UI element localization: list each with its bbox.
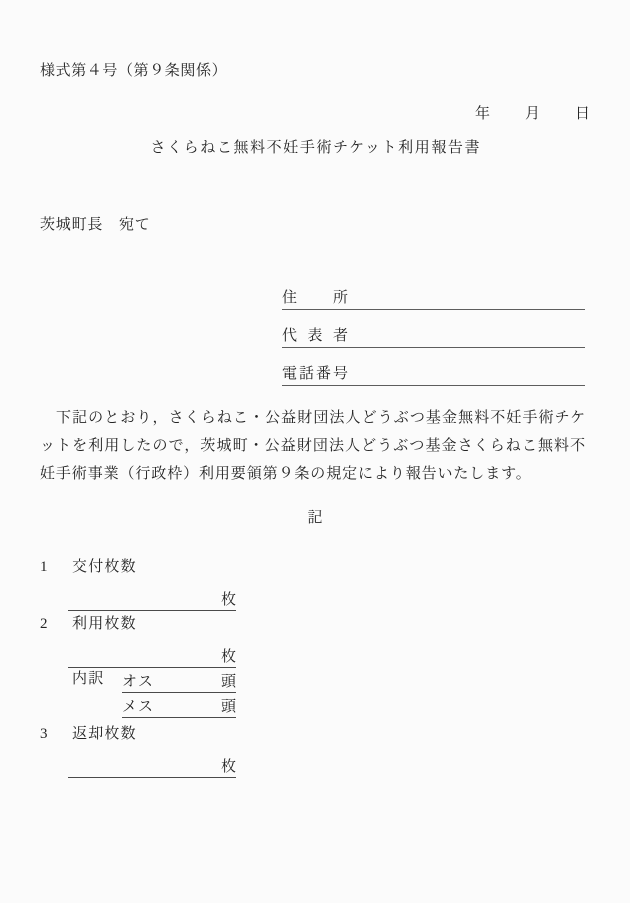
breakdown-label-male: オス <box>122 674 154 690</box>
used-tickets-blank[interactable] <box>68 643 236 668</box>
field-label-telephone-char-4: 号 <box>332 366 348 382</box>
item-label: 交付枚数 <box>72 559 137 575</box>
breakdown-label: 内訳 <box>72 671 105 687</box>
field-label-representative-char-3: 者 <box>332 328 348 344</box>
item-label: 利用枚数 <box>72 616 137 632</box>
breakdown-rows <box>122 668 236 718</box>
field-label-address-char-2: 所 <box>332 290 348 306</box>
returned-tickets-blank[interactable] <box>68 753 236 778</box>
item-issued-tickets <box>40 560 340 611</box>
address-input[interactable] <box>352 291 585 306</box>
form-number: 様式第４号（第９条関係） <box>40 63 228 79</box>
date-day-label: 日 <box>575 106 591 122</box>
date-month-label: 月 <box>525 106 541 122</box>
item-heading <box>40 617 340 643</box>
breakdown-unit-female: 頭 <box>220 699 236 715</box>
field-label-telephone-char-2: 話 <box>298 366 314 382</box>
addressee-line: 茨城町長 宛て <box>40 217 151 233</box>
breakdown-unit-male: 頭 <box>220 674 236 690</box>
items-list <box>40 560 340 778</box>
field-label-representative-char-2: 表 <box>307 328 323 344</box>
field-label-telephone-char-3: 番 <box>315 366 331 382</box>
field-row-representative <box>282 310 585 348</box>
issued-tickets-unit: 枚 <box>220 592 236 608</box>
representative-input[interactable] <box>352 329 585 344</box>
item-used-tickets <box>40 617 340 718</box>
used-tickets-breakdown <box>40 668 340 718</box>
ki-marker: 記 <box>307 510 323 526</box>
field-label-address <box>282 291 348 306</box>
field-label-representative <box>282 329 348 344</box>
field-row-address <box>282 272 585 310</box>
page-title: さくらねこ無料不妊手術チケット利用報告書 <box>150 140 482 156</box>
used-tickets-unit: 枚 <box>220 649 236 665</box>
item-heading <box>40 560 340 586</box>
field-row-telephone <box>282 348 585 386</box>
item-number: 3 <box>40 726 48 742</box>
date-year-label: 年 <box>475 106 491 122</box>
field-label-telephone <box>282 367 348 382</box>
item-returned-tickets <box>40 727 340 778</box>
field-label-address-char-1: 住 <box>282 290 298 306</box>
breakdown-row-female[interactable] <box>122 693 236 718</box>
body-paragraph-text: 下記のとおり，さくらねこ・公益財団法人どうぶつ基金無料不妊手術チケットを利用したので，茨城町・公益財団法人どうぶつ基金さくらねこ無料不妊手術事業（行政枠）利用要領第９条の規定により報告いたします。 <box>40 410 586 482</box>
breakdown-row-male[interactable] <box>122 668 236 693</box>
telephone-input[interactable] <box>352 367 585 382</box>
item-number: 2 <box>40 616 48 632</box>
item-heading <box>40 727 340 753</box>
returned-tickets-unit: 枚 <box>220 759 236 775</box>
breakdown-label-female: メス <box>122 699 155 715</box>
body-paragraph <box>40 404 586 488</box>
field-label-representative-char-1: 代 <box>282 328 298 344</box>
issued-tickets-blank[interactable] <box>68 586 236 611</box>
item-label: 返却枚数 <box>72 726 137 742</box>
applicant-fields <box>282 272 585 386</box>
date-line <box>460 92 590 137</box>
field-label-telephone-char-1: 電 <box>282 366 298 382</box>
item-number: 1 <box>40 559 48 575</box>
